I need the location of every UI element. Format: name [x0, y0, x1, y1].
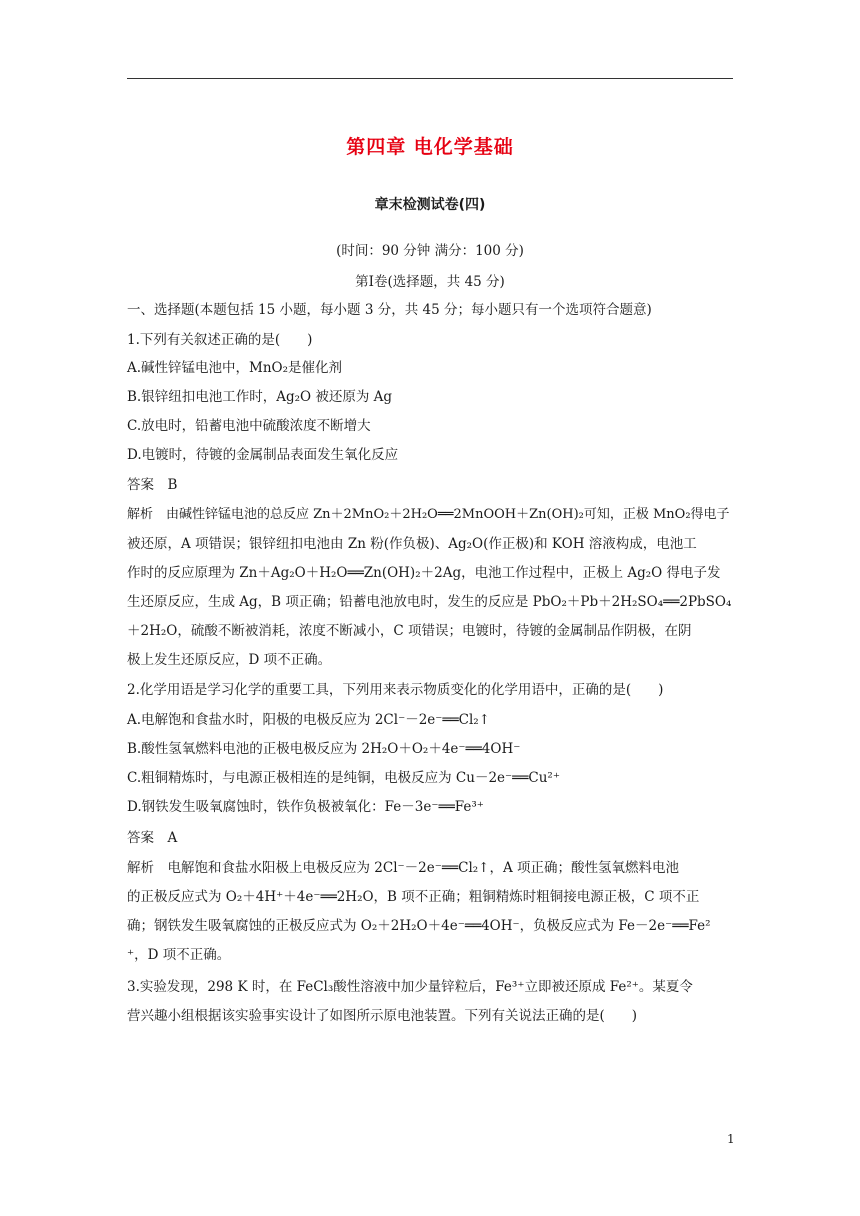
question-1-option-c: C.放电时，铅蓄电池中硫酸浓度不断增大 — [127, 418, 371, 434]
question-1-option-d: D.电镀时，待镀的金属制品表面发生氧化反应 — [127, 447, 399, 463]
question-2-option-a: A.电解饱和食盐水时，阳极的电极反应为 2Cl⁻－2e⁻══Cl₂↑ — [127, 712, 491, 728]
question-2-analysis-line: 解析 电解饱和食盐水阳极上电极反应为 2Cl⁻－2e⁻══Cl₂↑，A 项正确；酸性氢氧燃料电池 — [127, 860, 680, 876]
question-1-analysis-line: 作时的反应原理为 Zn＋Ag₂O＋H₂O══Zn(OH)₂＋2Ag，电池工作过程中，正极上 Ag₂O 得电子发 — [127, 565, 721, 581]
question-1-analysis-line: 解析 由碱性锌锰电池的总反应 Zn＋2MnO₂＋2H₂O══2MnOOH＋Zn(OH)₂可知，正极 MnO₂得电子 — [127, 507, 730, 522]
question-2-analysis-line: 确；钢铁发生吸氧腐蚀的正极反应式为 O₂＋2H₂O＋4e⁻══4OH⁻，负极反应式为 Fe－2e⁻══Fe² — [127, 918, 711, 934]
header-rule — [127, 78, 733, 79]
question-2-option-d: D.钢铁发生吸氧腐蚀时，铁作负极被氧化：Fe－3e⁻══Fe³⁺ — [127, 799, 484, 815]
question-2-analysis-line: ⁺，D 项不正确。 — [127, 947, 231, 963]
question-1-analysis-line: 生还原反应，生成 Ag，B 项正确；铅蓄电池放电时，发生的反应是 PbO₂＋Pb＋2H₂SO₄══2PbSO₄ — [127, 594, 732, 610]
page-number: 1 — [727, 1132, 735, 1146]
question-3-stem-line: 3.实验发现，298 K 时，在 FeCl₃酸性溶液中加少量锌粒后，Fe³⁺立即被还原成 Fe²⁺。某夏令 — [127, 979, 693, 995]
section-intro: 一、选择题(本题包括 15 小题，每小题 3 分，共 45 分；每小题只有一个选项符合题意) — [127, 302, 652, 318]
exam-subtitle: 章末检测试卷(四) — [374, 197, 486, 213]
question-2-analysis-line: 的正极反应式为 O₂＋4H⁺＋4e⁻══2H₂O，B 项不正确；粗铜精炼时粗铜接电源正极，C 项不正 — [127, 889, 700, 905]
question-2-stem: 2.化学用语是学习化学的重要工具，下列用来表示物质变化的化学用语中，正确的是( ) — [127, 682, 664, 698]
question-1-analysis-line: 被还原，A 项错误；银锌纽扣电池由 Zn 粉(作负极)、Ag₂O(作正极)和 KOH 溶液构成，电池工 — [127, 536, 697, 552]
question-1-answer: 答案 B — [127, 477, 178, 493]
question-2-answer: 答案 A — [127, 830, 178, 846]
question-1-option-b: B.银锌纽扣电池工作时，Ag₂O 被还原为 Ag — [127, 389, 393, 405]
question-1-analysis-line: 极上发生还原反应，D 项不正确。 — [127, 652, 332, 668]
question-2-option-c: C.粗铜精炼时，与电源正极相连的是纯铜，电极反应为 Cu－2e⁻══Cu²⁺ — [127, 770, 560, 786]
question-1-stem: 1.下列有关叙述正确的是( ) — [127, 332, 313, 348]
question-1-option-a: A.碱性锌锰电池中，MnO₂是催化剂 — [127, 360, 343, 376]
question-1-analysis-line: ＋2H₂O，硫酸不断被消耗，浓度不断减小，C 项错误；电镀时，待镀的金属制品作阴极，在阴 — [127, 623, 692, 639]
question-3-stem-line: 营兴趣小组根据该实验事实设计了如图所示原电池装置。下列有关说法正确的是( ) — [127, 1008, 638, 1024]
chapter-title: 第四章 电化学基础 — [346, 136, 514, 158]
question-2-option-b: B.酸性氢氧燃料电池的正极电极反应为 2H₂O＋O₂＋4e⁻══4OH⁻ — [127, 741, 521, 757]
exam-time-info: (时间：90 分钟 满分：100 分) — [336, 243, 524, 259]
part-title: 第Ⅰ卷(选择题，共 45 分) — [355, 274, 505, 290]
